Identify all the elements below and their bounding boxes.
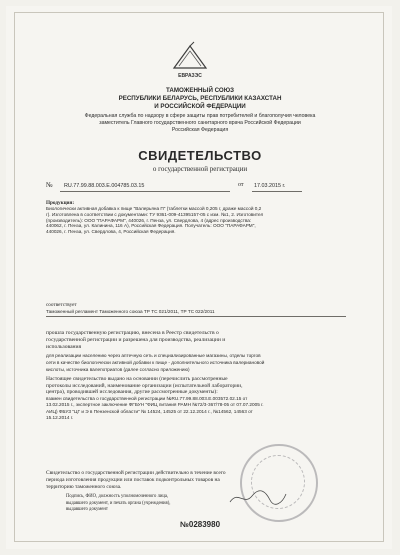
signature-line: Подпись, ФИО, должность уполномоченного лица, bbox=[66, 494, 169, 499]
logo-text: ЕВРАЗЭС bbox=[178, 73, 202, 79]
footer-line: периода изготовления продукции или поставок подконтрольных товаров на bbox=[46, 476, 220, 483]
authority-line-2: заместитель Главного государственного санитарного врача Российской Федерации bbox=[99, 120, 301, 126]
eurasec-logo bbox=[168, 40, 212, 80]
signature-scribble bbox=[228, 488, 288, 508]
signature-caption bbox=[66, 494, 246, 514]
header-line-2: РЕСПУБЛИКИ БЕЛАРУСЬ, РЕСПУБЛИКИ КАЗАХСТАН bbox=[118, 95, 282, 102]
registered-line: прошла государственную регистрацию, внесена в Реестр свидетельств о bbox=[46, 330, 219, 336]
header-line-3: И РОССИЙСКОЙ ФЕДЕРАЦИИ bbox=[154, 103, 246, 110]
usage-line: сети в качестве биологически активной добавки к пище - дополнительного источника валериановой bbox=[46, 359, 265, 365]
basis-line: центра), проводившей исследования, другие рассмотренные документы): bbox=[46, 389, 218, 396]
basis-line: 15.12.2014 г. bbox=[46, 415, 74, 420]
document-title: СВИДЕТЕЛЬСТВО bbox=[138, 148, 262, 163]
reg-number-label: № bbox=[46, 181, 53, 189]
basis-line: АИЦ) ФБУЗ "ЦГ и Э в Пензенской области" № 14524, 14525 от 22.12.2014 г., №14562, 14563 от bbox=[46, 408, 253, 414]
reg-date-label: от bbox=[238, 182, 244, 188]
product-line: г). Изготовлена в соответствии с документами: ТУ 9361-009-41395157-05 с изм. №1, 2. Изготовител bbox=[46, 211, 264, 217]
registered-line: использования bbox=[46, 344, 82, 350]
signature-line: выдавшего документ, и печать органа (учреждения), bbox=[66, 500, 171, 506]
product-label: Продукция: bbox=[46, 200, 75, 206]
signature-line: выдавшего документ bbox=[66, 507, 108, 513]
registration-statement bbox=[46, 330, 366, 351]
product-line: 440026, г. Пенза, ул. Свердлова, 4, Российская Федерация. bbox=[46, 229, 176, 235]
product-line: (производитель): ООО "ПАРАФАРМ", 440026, г. Пенза, ул. Свердлова, 4 (адрес производства: bbox=[46, 217, 252, 223]
validity-statement bbox=[46, 470, 366, 490]
authority-line-1: Федеральная служба по надзору в сфере защиты прав потребителей и благополучия человека bbox=[84, 113, 316, 119]
product-line: 440062, г. Пенза, ул. Калинина, 116 А), Российская Федерация. Получатель: ООО "ПАРАФАРМ", bbox=[46, 223, 256, 229]
basis-line: 13.02.2015 г., экспертное заключение ФГБУН "ФИЦ питания РАМН №72/3-367/78-05 от 07.07.2005 г. bbox=[46, 402, 264, 408]
reg-number-underline bbox=[60, 191, 230, 192]
basis-statement bbox=[46, 376, 366, 421]
header-line-1: ТАМОЖЕННЫЙ СОЮЗ bbox=[165, 87, 234, 94]
product-line: Биологически активная добавка к пище "Валерьяна П" (таблетки массой 0,205 г, драже массой 0,2 bbox=[46, 206, 262, 211]
reg-date-underline bbox=[252, 191, 302, 192]
compliance-text: Таможенный регламент Таможенного союза ТР ТС 021/2011, ТР ТС 022/2011 bbox=[46, 309, 215, 314]
serial-number: №0283980 bbox=[179, 520, 221, 529]
footer-line: Свидетельство о государственной регистрации действительно в течение всего bbox=[46, 470, 226, 476]
usage-line: кислоты, источника валепотриатов (далее согласно приложению) bbox=[46, 366, 190, 372]
product-description bbox=[46, 206, 366, 235]
basis-line: взамен свидетельства о государственной регистрации №RU.77.99.88.003.E.003572.02.15 от bbox=[46, 395, 248, 401]
registered-line: государственной регистрации и разрешена для производства, реализации и bbox=[46, 337, 226, 343]
reg-date: 17.03.2015 г. bbox=[254, 183, 286, 189]
basis-line: протоколы исследований, наименование организации (испытательной лаборатории, bbox=[46, 382, 243, 389]
usage-line: для реализации населению через аптечную сеть и специализированные магазины, отделы торгов bbox=[46, 353, 261, 358]
document-subtitle: о государственной регистрации bbox=[152, 165, 248, 173]
compliance-label: соответствует bbox=[46, 302, 77, 308]
reg-number: RU.77.99.88.003.E.004785.03.15 bbox=[64, 183, 145, 189]
compliance-underline bbox=[46, 316, 346, 317]
usage-scope bbox=[46, 353, 366, 373]
basis-line: Настоящее свидетельство выдано на основании (перечислить рассмотренные bbox=[46, 376, 228, 382]
authority-line-3: Российская Федерация bbox=[171, 127, 229, 133]
footer-line: территорию таможенного союза. bbox=[46, 483, 122, 490]
